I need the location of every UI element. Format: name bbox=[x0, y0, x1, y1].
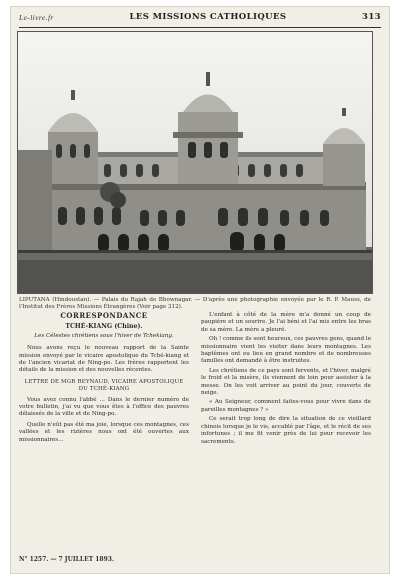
section-subtitle: TCHÉ-KIANG (Chine). bbox=[65, 323, 143, 331]
body-paragraph: « Au Seigneur, comment faites-vous pour vivre dans de pareilles montagnes ? » bbox=[201, 399, 371, 413]
body-paragraph: Oh ! comme ils sont heureux, ces pauvres gens, quand le missionnaire vient les visiter dans leurs montagnes. Les baptêmes ont eu lieu en grand nombre et de nombreuses familles ont demandé à être instruites. bbox=[201, 336, 372, 365]
document-page bbox=[10, 6, 390, 574]
section-title: CORRESPONDANCE bbox=[60, 311, 148, 320]
page-header bbox=[19, 9, 381, 25]
page-number: 313 bbox=[362, 12, 381, 22]
figure-caption: LIPUTANA (Hindoustan). — Palais du Rajah de Bhownagar. — D'après une photographie envoyée par le R. P. Mauss, de l'Institut des Frères Missions Étrangères (Voir page 312). bbox=[19, 297, 371, 310]
palace-photograph bbox=[17, 31, 373, 294]
section-subject: Les Célestes chrétiens sous l'hiver de Tchekiang. bbox=[34, 332, 174, 339]
body-paragraph: Vous avez connu l'abbé ... Dans le dernier numéro de votre bulletin, j'ai vu que vous êtes à l'office des pauvres délaissés de la ville et de Ning-po. bbox=[19, 396, 189, 418]
intro-paragraph: Nous avons reçu le nouveau rapport de la Sainte mission envoyé par le vicaire apostolique du Tché-kiang et de l'ancien vicariat de Ning-po. Les frères rapportent les détails de la mission et des nouvelles récentes. bbox=[19, 345, 189, 374]
watermark-brand: Le-livre.fr bbox=[19, 12, 54, 22]
palace-illustration bbox=[18, 32, 373, 294]
body-paragraph: Les chrétiens de ce pays sont fervents, et l'hiver, malgré le froid et la misère, ils viennent de loin pour assister à la messe. On les voit arriver au point du jour, couverts de neige. bbox=[201, 367, 371, 397]
left-column bbox=[19, 312, 189, 447]
body-paragraph: Quelle n'eût pas été ma joie, lorsque ces montagnes, ces vallées et les rizières nous ont été ouvertes aux missionnaires... bbox=[19, 421, 189, 443]
header-rule bbox=[19, 27, 381, 28]
body-paragraph: L'enfant à côté de la mère m'a donné un coup de paupière et un sourire. Je l'ai béni et l'ai mis entre les bras de sa mère. La mère a pleuré. bbox=[201, 312, 371, 333]
body-paragraph: Ce serait trop long de dire la situation de ce vieillard chinois lorsque je le vis, accablé par l'âge, et le récit de ses infortunes ; il me fit venir près de lui pour recevoir les sacrements. bbox=[201, 416, 371, 445]
right-column bbox=[201, 312, 371, 448]
issue-footer: N° 1257. — 7 JUILLET 1893. bbox=[19, 556, 115, 563]
letter-heading: LETTRE DE MGR REYNAUD, VICAIRE APOSTOLIQUE DU TCHÉ-KIANG bbox=[24, 378, 184, 393]
journal-title: LES MISSIONS CATHOLIQUES bbox=[129, 12, 287, 22]
